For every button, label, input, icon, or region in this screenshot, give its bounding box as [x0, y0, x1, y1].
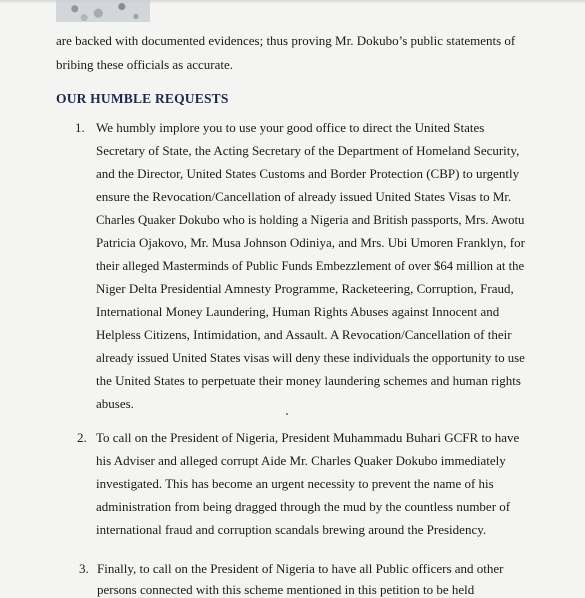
- request-1-line: We humbly implore you to use your good office to direct the United States: [96, 120, 485, 135]
- scan-speck: [286, 413, 288, 415]
- request-1-line: Patricia Ojakovo, Mr. Musa Johnson Odiniya, and Mrs. Ubi Umoren Franklyn, for: [96, 235, 525, 250]
- request-2-line: investigated. This has become an urgent necessity to prevent the name of his: [96, 476, 494, 491]
- request-2-line: administration from being dragged through the mud by the countless number of: [96, 499, 511, 514]
- intro-line-2: bribing these officials as accurate.: [56, 57, 233, 72]
- request-1-number: 1.: [75, 120, 85, 135]
- request-2-line: international fraud and corruption scandals brewing around the Presidency.: [96, 522, 487, 537]
- request-1-line: and the Director, United States Customs and Border Protection (CBP) to urgently: [96, 166, 520, 181]
- request-1-line: International Money Laundering, Human Rights Abuses against Innocent and: [96, 304, 500, 319]
- request-1-line: the United States to perpetuate their money laundering schemes and human rights: [96, 373, 521, 388]
- request-1-line: Charles Quaker Dokubo who is holding a Nigeria and British passports, Mrs. Awotu: [96, 213, 525, 227]
- intro-line-1: are backed with documented evidences; thus proving Mr. Dokubo’s public statements of: [56, 33, 516, 48]
- section-heading: OUR HUMBLE REQUESTS: [56, 91, 229, 106]
- request-3-line: Finally, to call on the President of Nigeria to have all Public officers and other: [97, 561, 504, 576]
- request-1-line: ensure the Revocation/Cancellation of already issued United States Visas to Mr.: [96, 189, 512, 204]
- request-2-line: his Adviser and alleged corrupt Aide Mr. Charles Quaker Dokubo immediately: [96, 453, 506, 468]
- request-1-line: Helpless Citizens, Intimidation, and Assault. A Revocation/Cancellation of their: [96, 327, 512, 342]
- request-2-line: To call on the President of Nigeria, President Muhammadu Buhari GCFR to have: [96, 430, 520, 445]
- request-1-line: abuses.: [96, 396, 134, 411]
- request-1-line: Niger Delta Presidential Amnesty Programme, Racketeering, Corruption, Fraud,: [96, 281, 514, 296]
- request-1-line: their alleged Masterminds of Public Funds Embezzlement of over $64 million at the: [96, 259, 525, 273]
- stamp-image-fragment: [56, 0, 150, 22]
- request-2-number: 2.: [77, 430, 87, 445]
- request-3-line: persons connected with this scheme mentioned in this petition to be held: [97, 582, 475, 597]
- request-3-number: 3.: [79, 561, 89, 576]
- request-1-line: already issued United States visas will deny these individuals the opportunity to use: [96, 351, 525, 365]
- request-1-line: Secretary of State, the Acting Secretary of the Department of Homeland Security,: [96, 143, 520, 158]
